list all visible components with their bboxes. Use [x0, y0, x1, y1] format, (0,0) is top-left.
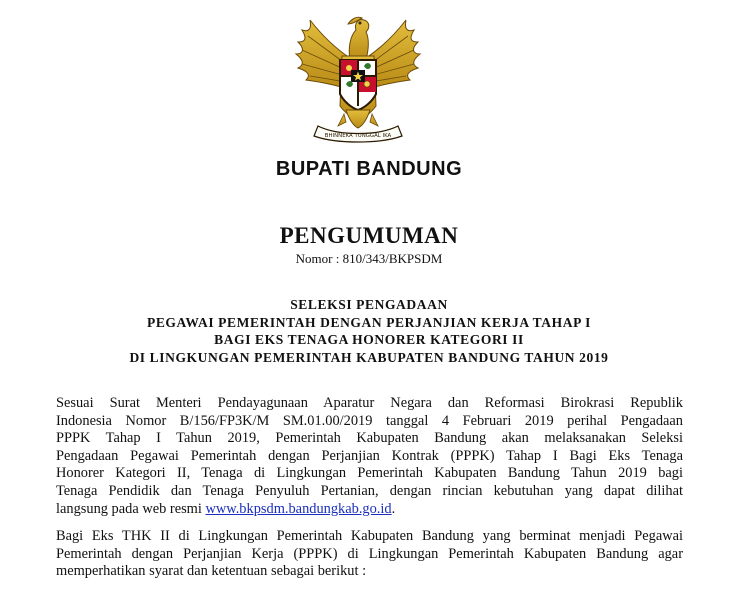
announcement-title: PENGUMUMAN	[279, 223, 459, 248]
paragraph-line: PPPK Tahap I Tahun 2019, Pemerintah Kabupaten Bandung akan melaksanakan Seleksi	[56, 430, 683, 447]
website-link[interactable]: www.bkpsdm.bandungkab.go.id	[205, 500, 392, 517]
line-suffix: .	[391, 500, 396, 517]
line-prefix: langsung pada web resmi	[56, 500, 206, 517]
paragraph-line: Pengadaan Pegawai Pemerintah dengan Perjanjian Kontrak (PPPK) Tahap I Bagi Eks Tenaga	[56, 447, 683, 464]
announcement-subject	[0, 296, 738, 366]
paragraph-line: Pemerintah dengan Perjanjian Kerja (PPPK) di Lingkungan Pemerintah Kabupaten Bandung agar	[56, 545, 683, 562]
paragraph-line: Bagi Eks THK II di Lingkungan Pemerintah Kabupaten Bandung yang berminat menjadi Pegawai	[56, 528, 683, 544]
authority-title: BUPATI BANDUNG	[275, 158, 463, 180]
paragraph-line: Indonesia Nomor B/156/FP3K/M SM.01.00/2019 tanggal 4 Februari 2019 perihal Pengadaan	[56, 412, 683, 429]
paragraph-line: Sesuai Surat Menteri Pendayagunaan Aparatur Negara dan Reformasi Birokrasi Republik	[56, 395, 683, 411]
subject-line: PEGAWAI PEMERINTAH DENGAN PERJANJIAN KERJA TAHAP I	[146, 314, 592, 330]
paragraph-line: Honorer Kategori II, Tenaga di Lingkungan Pemerintah Kabupaten Bandung Tahun 2019 bagi	[56, 465, 683, 482]
body-paragraph-2	[56, 528, 683, 581]
paragraph-line: memperhatikan syarat dan ketentuan sebagai berikut :	[56, 563, 367, 580]
emblem-motto: BHINNEKA TUNGGAL IKA	[324, 133, 392, 139]
subject-line: SELEKSI PENGADAAN	[290, 297, 448, 312]
subject-line: DI LINGKUNGAN PEMERINTAH KABUPATEN BANDUNG TAHUN 2019	[129, 349, 609, 365]
subject-line: BAGI EKS TENAGA HONORER KATEGORI II	[214, 332, 524, 347]
paragraph-line: Tenaga Pendidik dan Tenaga Penyuluh Pertanian, dengan rincian kebutuhan yang dapat dilihat	[56, 482, 683, 499]
paragraph-line	[56, 501, 683, 519]
garuda-emblem-icon	[288, 10, 428, 145]
announcement-number: Nomor : 810/343/BKPSDM	[295, 251, 443, 266]
body-paragraph-1	[56, 395, 683, 518]
